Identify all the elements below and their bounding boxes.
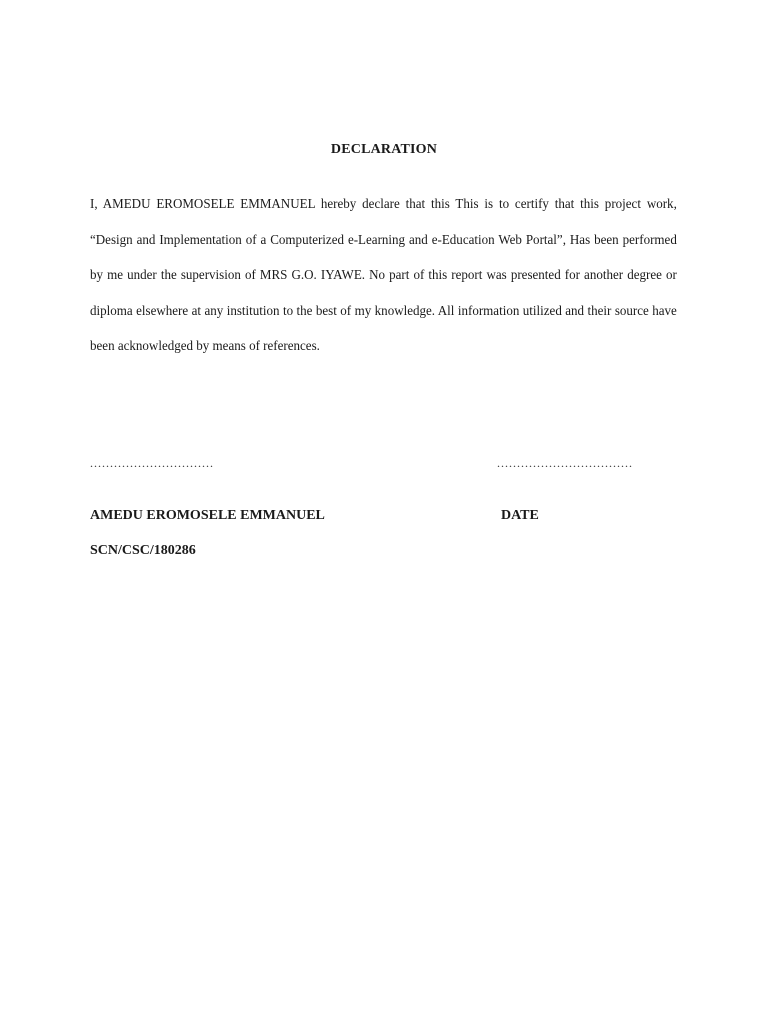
matric-number: SCN/CSC/180286 <box>90 543 196 558</box>
declaration-body: I, AMEDU EROMOSELE EMMANUEL hereby declare that this This is to certify that this project work, “Design and Implementation of a Computerized e-Learning and e-Education Web Portal”, Has been performed by me under the supervision of MRS G.O. IYAWE. No part of this report was presented for another degree or diploma elsewhere at any institution to the best of my knowledge. All information utilized and their source have been acknowledged by means of references. <box>90 197 677 355</box>
signature-line-right: .................................. <box>497 456 633 470</box>
signatory-name: AMEDU EROMOSELE EMMANUEL <box>90 508 325 523</box>
signature-line-left: ............................... <box>90 456 214 470</box>
date-label: DATE <box>501 508 539 523</box>
declaration-heading: DECLARATION <box>330 142 438 157</box>
